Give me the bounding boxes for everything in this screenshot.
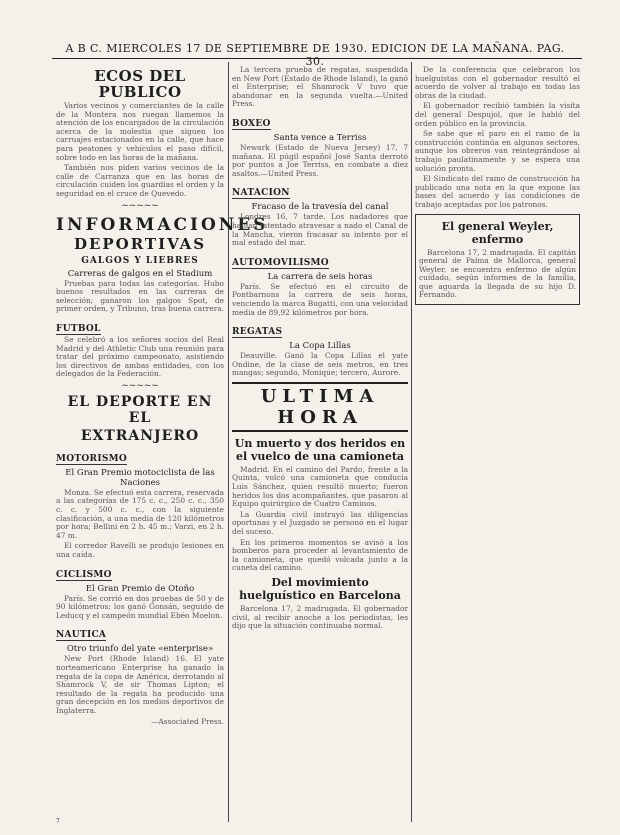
el-deporte-heading: EL DEPORTE EN EL (67, 393, 213, 426)
article-title: La Copa Lillas (289, 341, 351, 352)
footer-mark: 7 (56, 818, 60, 825)
article-title: La carrera de seis horas (267, 271, 373, 282)
article-title: El Gran Premio motociclista de las Naciones (65, 467, 215, 488)
deportivas-heading: DEPORTIVAS (73, 234, 207, 253)
ultima-hora-banner: ULTIMA HORA (232, 382, 408, 432)
header-rule (52, 58, 582, 59)
article-body: París. Se efectuó en el circuito de Pontbarnons la carrera de seis horas, venciendo la marca Bugatti, con una velocidad media de 89,92 kilómetros por hora. (232, 281, 408, 317)
article-body: Se sabe que el paro en el ramo de la construcción continúa en algunos sectores, aunque los obreros van reintegrándose al trabajo paulatinamente y se espera una solución pronta. (415, 129, 580, 173)
futbol-section: FUTBOL (56, 323, 101, 334)
article-body: El corredor Ravelli se produjo lesiones en una caída. (56, 541, 224, 560)
ciclismo-section: CICLISMO (56, 569, 112, 580)
ecos-paragraph: Varios vecinos y comerciantes de la calle de la Montera nos ruegan llamemos la atención de los encargados de la circulación acerca de la molestia que siguen los carruajes estacionados en la calle, que hace para peatones y vehículos el paso difícil, sobre todo en las horas de la mañana. (56, 101, 224, 162)
boxeo-section: BOXEO (232, 118, 271, 129)
article-body: Deauville. Ganó la Copa Lillas el yate Ondine, de la clase de seis metros, en tres mangas; segundo, Monique; tercero, Aurore. (232, 351, 408, 378)
article-body: Pruebas para todas las categorías. Hubo buenos resultados en las carreras de selección; ganaron los galgos Spot, de primer orden, y Tribuno, tras buena carrera. (56, 278, 224, 314)
page-header: A B C. MIERCOLES 17 DE SEPTIEMBRE DE 1930. EDICION DE LA MAÑANA. PAG. 30. (65, 42, 565, 68)
article-title: Del movimiento huelguístico en Barcelona (239, 576, 401, 602)
motorismo-section: MOTORISMO (56, 453, 128, 464)
column-divider (228, 62, 229, 822)
article-body: Barcelona 17, 2 madrugada. El capitán general de Palma de Mallorca, general Weyler, se encuentra enfermo de algún cuidado, según informes de la familia, que aguarda la llegada de su hijo D. Fernando. (419, 247, 576, 300)
article-body: New Port (Rhode Island) 16. El yate norteamericano Enterprise ha ganado la regata de la copa de América, derrotando al Shamrock V, de sir Thomas Lipton; el resultado de la regata ha producido una gran decepción en los medios deportivos de Inglaterra. (56, 654, 224, 715)
article-body: Newark (Estado de Nueva Jersey) 17, 7 mañana. El púgil español José Santa derrotó por puntos a Joe Terriss, en combate a diez asaltos.—United Press. (232, 142, 408, 178)
article-title: Santa vence a Terriss (273, 132, 367, 143)
extranjero-heading: EXTRANJERO (80, 427, 200, 444)
automovilismo-section: AUTOMOVILISMO (232, 257, 329, 268)
ornament-divider: ~~~~~ (121, 380, 159, 391)
article-title: Otro triunfo del yate «enterprise» (66, 644, 214, 655)
article-title: Carreras de galgos en el Stadium (67, 268, 213, 279)
galgos-section: GALGOS Y LIEBRES (81, 255, 199, 266)
regatas-section: REGATAS (232, 327, 283, 338)
article-body: Se celebró a los señores socios del Real Madrid y del Athletic Club una reunión para tratar del próximo campeonato, asistiendo los directivos de ambas entidades, con los delegados de la Federación. (56, 334, 224, 379)
article-title: El general Weyler, enfermo (441, 219, 554, 246)
article-title: Fracaso de la travesía del canal (251, 202, 389, 213)
article-body: Madrid. En el camino del Pardo, frente a la Quinta, volcó una camioneta que conducía Luis Sánchez, quien resultó muerto; fueron heridos los dos acompañantes, que pasaron al Equipo quirúrgico de Cuatro Caminos. (232, 464, 408, 509)
natacion-section: NATACION (232, 188, 290, 199)
article-body: Londres 16, 7 tarde. Los nadadores que habían intentado atravesar a nado el Canal de la Mancha, vieron fracasar su intento por el mal estado del mar. (232, 212, 408, 248)
article-title: El Gran Premio de Otoño (85, 583, 195, 594)
article-body: Monza. Se efectuó esta carrera, reservada a las categorías de 175 c. c., 250 c. c., 350 c. c. y 500 c. c., con la siguiente clasificación, a una media de 120 kilómetros por hora; Bellini en 2 h. 45 m.; Varzi, en 2 h. 47 m. (56, 487, 224, 540)
column-divider (411, 62, 412, 822)
article-body: La Guardia civil instruyó las diligencias oportunas y el Juzgado se personó en el lugar del suceso. (232, 509, 408, 537)
article-body: El Sindicato del ramo de construcción ha publicado una nota en la que expone las bases del acuerdo y las condiciones de trabajo aceptadas por los patronos. (415, 174, 580, 209)
weyler-box (415, 214, 580, 306)
article-body: La tercera prueba de regatas, suspendida en New Port (Estado de Rhode Island), la ganó el Enterprise; el Shamrock V tuvo que abandonar en la segunda vuelta.—United Press. (232, 65, 408, 109)
ecos-title: ECOS DEL PUBLICO (94, 67, 186, 101)
article-body: Barcelona 17, 2 madrugada. El gobernador civil, al recibir anoche a los periodistas, les dijo que la situación continuaba normal. (232, 604, 408, 631)
nautica-section: NAUTICA (56, 630, 107, 641)
ecos-paragraph: También nos piden varios vecinos de la calle de Carranza que en las horas de circulación cuiden los guardias el orden y la seguridad en el cruce de Quevedo. (56, 163, 224, 198)
article-body: En los primeros momentos se avisó a los bomberos para proceder al levantamiento de la camioneta, que quedó volcada junto a la cuneta del camino. (232, 537, 408, 573)
column-middle (232, 66, 408, 633)
article-body: El gobernador recibió también la visita del general Despujol, que le habló del orden público en la provincia. (415, 101, 580, 128)
column-right (415, 66, 580, 305)
article-body: París. Se corrió en dos pruebas de 50 y de 90 kilómetros; los ganó Gonsán, seguido de Leducq y el campeón mundial Ebéo Moelon. (56, 593, 224, 620)
ornament-divider: ~~~~~ (121, 200, 159, 211)
article-body: De la conferencia que celebraron los huelguistas con el gobernador resultó el acuerdo de volver al trabajo en todas las obras de la ciudad. (415, 65, 580, 100)
article-credit: —Associated Press. (151, 716, 224, 726)
article-title: Un muerto y dos heridos en el vuelco de una camioneta (234, 436, 406, 463)
informaciones-heading: INFORMACIONES (56, 214, 269, 235)
